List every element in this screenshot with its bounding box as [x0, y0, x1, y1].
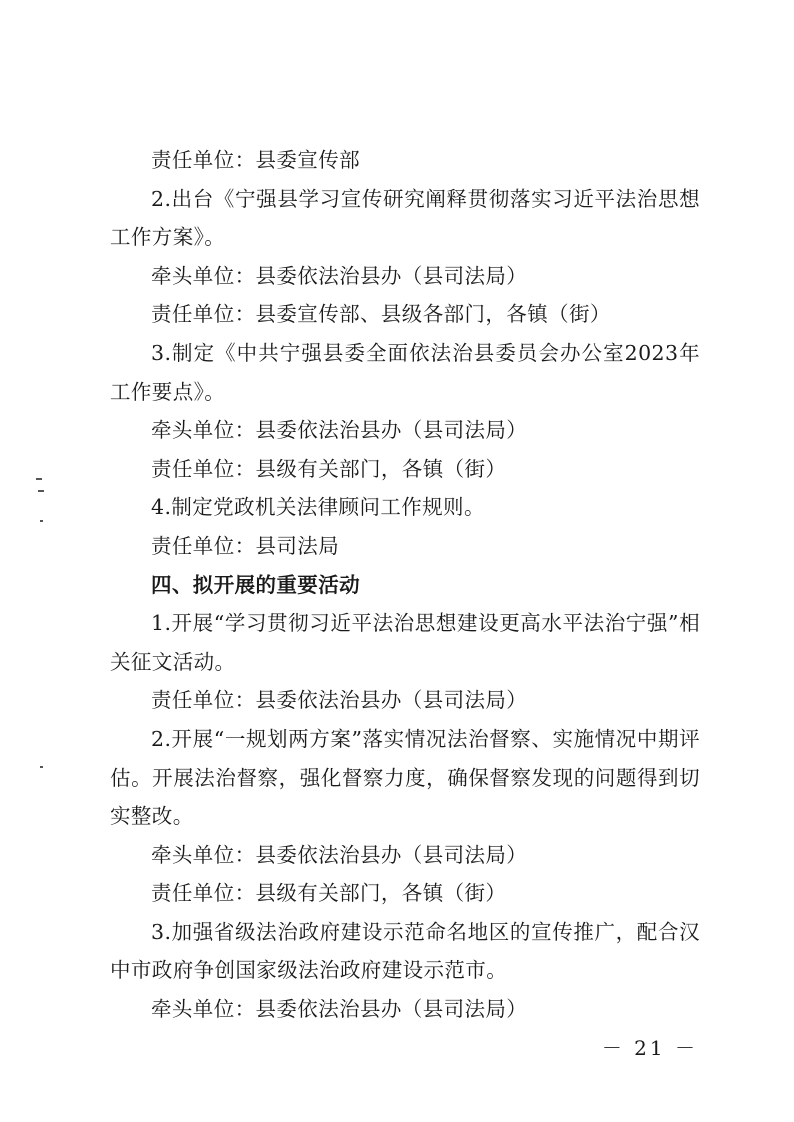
binding-margin-mark [40, 766, 43, 768]
lead-unit-line: 牵头单位：县委依法治县办（县司法局） [151, 997, 528, 1022]
lead-unit-line: 牵头单位：县委依法治县办（县司法局） [151, 263, 528, 288]
item-4-paragraph: 4.制定党政机关法律顾问工作规则。 [151, 495, 485, 520]
document-body [110, 141, 700, 1029]
activity-3-paragraph: 3.加强省级法治政府建设示范命名地区的宣传推广，配合汉中市政府争创国家级法治政府建设示范市。 [110, 919, 700, 983]
responsible-unit-line: 责任单位：县委宣传部、县级各部门，各镇（街） [151, 302, 611, 327]
responsible-unit-line: 责任单位：县委宣传部 [151, 148, 360, 172]
responsible-unit-line: 责任单位：县司法局 [151, 533, 340, 558]
item-3-paragraph: 3.制定《中共宁强县委全面依法治县委员会办公室2023年工作要点》。 [110, 340, 700, 404]
responsible-unit-line: 责任单位：县级有关部门，各镇（街） [151, 881, 507, 906]
responsible-unit-line: 责任单位：县委依法治县办（县司法局） [151, 688, 528, 713]
section-heading: 四、拟开展的重要活动 [151, 572, 360, 597]
item-2-paragraph: 2.出台《宁强县学习宣传研究阐释贯彻落实习近平法治思想工作方案》。 [110, 186, 700, 250]
lead-unit-line: 牵头单位：县委依法治县办（县司法局） [151, 842, 528, 867]
binding-margin-mark [38, 490, 44, 492]
lead-unit-line: 牵头单位：县委依法治县办（县司法局） [151, 418, 528, 443]
binding-margin-mark [40, 520, 43, 522]
activity-1-paragraph: 1.开展“学习贯彻习近平法治思想建设更高水平法治宁强”相关征文活动。 [110, 611, 700, 674]
activity-2-paragraph: 2.开展“一规划两方案”落实情况法治督察、实施情况中期评估。开展法治督察，强化督察力度，确保督察发现的问题得到切实整改。 [110, 726, 700, 829]
binding-margin-mark [36, 478, 42, 480]
page-number: － 21 － [601, 1036, 698, 1060]
responsible-unit-line: 责任单位：县级有关部门，各镇（街） [151, 456, 507, 481]
